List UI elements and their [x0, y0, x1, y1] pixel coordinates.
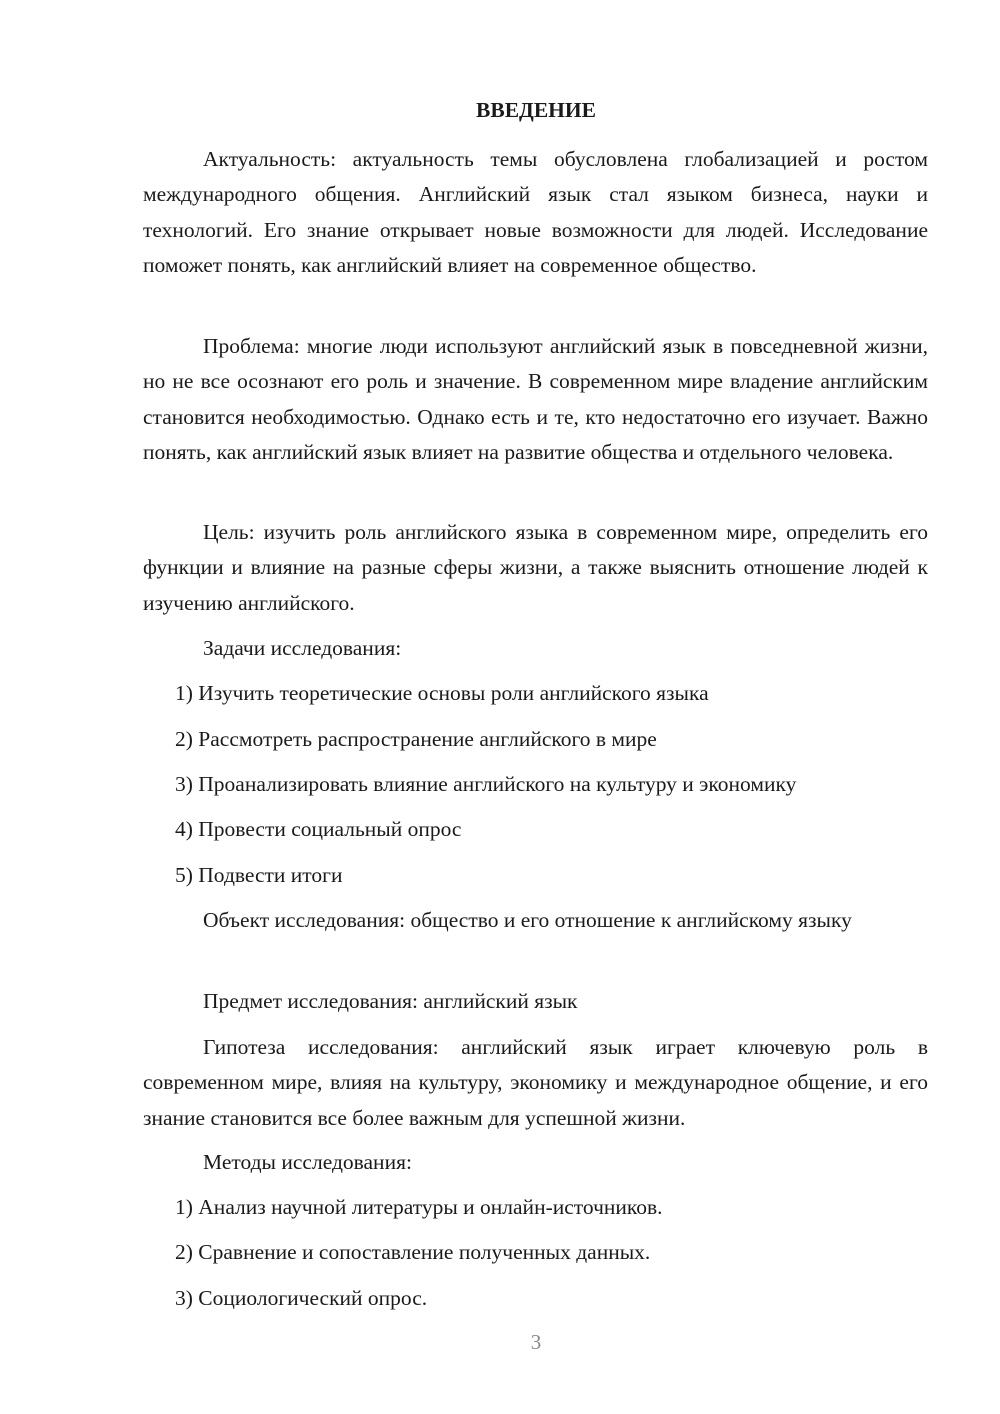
- subject-paragraph: Предмет исследования: английский язык: [203, 989, 578, 1013]
- method-item: 3) Социологический опрос.: [175, 1286, 428, 1310]
- relevance-paragraph: Актуальность: актуальность темы обусловлена глобализацией и ростом международного общения. Английский язык стал языком бизнеса, науки и технологий. Его знание открывает новые возможности для людей. Исследование поможет понять, как английский влияет на современное общество.: [143, 147, 928, 277]
- methods-heading: Методы исследования:: [203, 1150, 412, 1174]
- task-item: 4) Провести социальный опрос: [175, 817, 462, 841]
- page-number: 3: [530, 1330, 542, 1354]
- task-item: 1) Изучить теоретические основы роли английского языка: [175, 681, 709, 705]
- task-item: 2) Рассмотреть распространение английского в мире: [175, 727, 657, 751]
- page-title: ВВЕДЕНИЕ: [476, 98, 596, 122]
- problem-paragraph: Проблема: многие люди используют английский язык в повседневной жизни, но не все осознают его роль и значение. В современном мире владение английским становится необходимостью. Однако есть и те, кто недостаточно его изучает. Важно понять, как английский язык влияет на развитие общества и отдельного человека.: [143, 334, 928, 464]
- method-item: 2) Сравнение и сопоставление полученных данных.: [175, 1240, 651, 1264]
- task-item: 3) Проанализировать влияние английского на культуру и экономику: [175, 772, 797, 796]
- task-item: 5) Подвести итоги: [175, 863, 343, 887]
- tasks-heading: Задачи исследования:: [203, 636, 402, 660]
- goal-paragraph: Цель: изучить роль английского языка в современном мире, определить его функции и влияние на разные сферы жизни, а также выяснить отношение людей к изучению английского.: [143, 520, 928, 615]
- object-paragraph: Объект исследования: общество и его отношение к английскому языку: [203, 908, 852, 932]
- method-item: 1) Анализ научной литературы и онлайн-источников.: [175, 1195, 663, 1219]
- hypothesis-paragraph: Гипотеза исследования: английский язык играет ключевую роль в современном мире, влияя на культуру, экономику и международное общение, и его знание становится все более важным для успешной жизни.: [143, 1035, 928, 1130]
